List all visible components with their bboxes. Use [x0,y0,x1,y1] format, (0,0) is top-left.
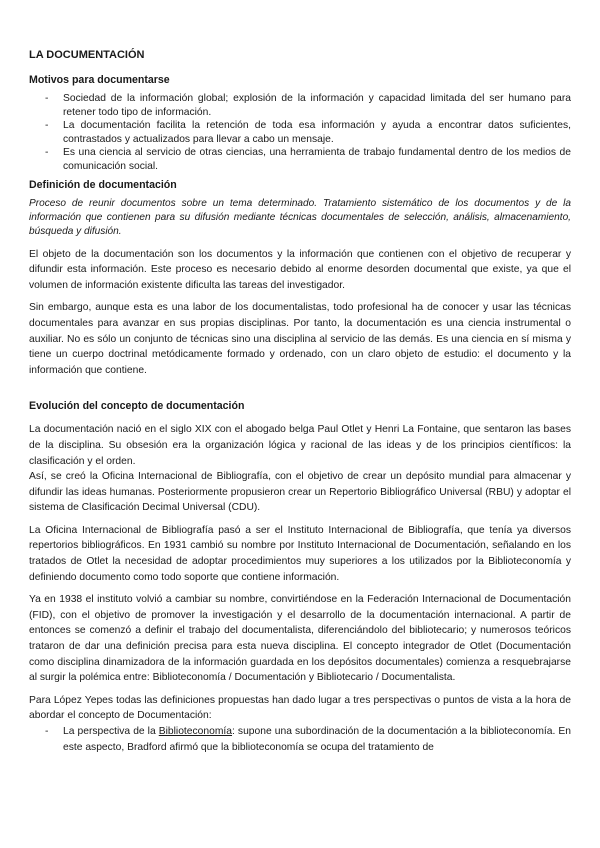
motivos-list [29,92,571,174]
paragraph: Para López Yepes todas las definiciones propuestas han dado lugar a tres perspectivas o puntos de vista a la hora de abordar el concepto de Documentación: [29,694,571,722]
paragraph: Así, se creó la Oficina Internacional de Bibliografía, con el objetivo de crear un depósito mundial para almacenar y difundir las ideas humanas. Posteriormente propusieron crear un Repertorio Bibliográfico Universal (RBU) y adoptar el sistema de Clasificación Decimal Universal (CDU). [29,471,571,514]
list-item: - Sociedad de la información global; explosión de la información y capacidad limitada del ser humano para retener todo tipo de información. [45,93,571,118]
dash-bullet: - [45,93,49,104]
section-heading-definicion: Definición de documentación [29,178,177,191]
paragraph: La Oficina Internacional de Bibliografía pasó a ser el Instituto Internacional de Bibliografía, que tenía ya diversos repertorios bibliográficos. En 1931 cambió su nombre por Instituto Internacional de Documentación, señalando en los tratados de Otlet la necesidad de adoptar procedimientos muy superiores a los utilizados por la Biblioteconomía y definiendo documento como todo soporte que contiene información. [29,524,571,583]
section-heading-motivos: Motivos para documentarse [29,74,170,86]
list-item: - La perspectiva de la Biblioteconomía: supone una subordinación de la documentación a la biblioteconomía. En este aspecto, Bradford afirmó que la biblioteconomía se ocupa del tratamiento de [45,726,571,753]
paragraph: El objeto de la documentación son los documentos y la información que contienen con el objetivo de recuperar y difundir esta información. Este proceso es necesario debido al enorme desorden documental que existe, ya que el volumen de información existente dificulta las tareas del investigador. [29,248,571,291]
paragraph: Ya en 1938 el instituto volvió a cambiar su nombre, convirtiéndose en la Federación Internacional de Documentación (FID), con el objetivo de promover la investigación y el desarrollo de la documentación internacional. A partir de entonces se comenzó a definir el trabajo del documentalista, diferenciándolo del bibliotecario; y numerosos teóricos trataron de dar una definición precisa para esta nueva disciplina. El concepto integrador de Otlet (Documentación como disciplina dinamizadora de la información guardada en los depósitos documentales) comienza a resquebrajarse al surgir la polémica entre: Biblioteconomía / Documentación y Bibliotecario / Documentalista. [29,594,571,684]
paragraph: Sin embargo, aunque esta es una labor de los documentalistas, todo profesional ha de conocer y usar las técnicas documentales para avanzar en sus propias disciplinas. Por tanto, la documentación es una ciencia instrumental o auxiliar. No es sólo un conjunto de técnicas sino una disciplina al servicio de las demás. Es una ciencia en sí misma y tiene un cuerpo doctrinal metódicamente formado y ordenado, con un claro objeto de estudio: el documento y la información que contiene. [29,302,571,376]
list-item: - La documentación facilita la retención de toda esa información y ayuda a encontrar datos suficientes, contrastados y actualizados para llevar a cabo un mensaje. [45,120,571,145]
dash-bullet: - [45,726,49,737]
section-heading-evolucion: Evolución del concepto de documentación [29,400,245,413]
dash-bullet: - [45,120,49,132]
list-item: - Es una ciencia al servicio de otras ciencias, una herramienta de trabajo fundamental dentro de los medios de comunicación social. [45,147,571,172]
paragraph: La documentación nació en el siglo XIX con el abogado belga Paul Otlet y Henri La Fontaine, que sentaron las bases de la disciplina. Su obsesión era la organización lógica y racional de las ideas y de los principios científicos: la clasificación y el orden. [29,424,571,467]
perspectives-list [29,724,571,755]
underlined-term: Biblioteconomía [158,726,233,737]
document-title: LA DOCUMENTACIÓN [29,49,145,61]
dash-bullet: - [45,147,49,159]
definition-text: Proceso de reunir documentos sobre un tema determinado. Tratamiento sistemático de los documentos y de la información que contienen para su difusión mediante técnicas documentales de selección, análisis, almacenamiento, búsqueda y difusión. [29,197,571,237]
